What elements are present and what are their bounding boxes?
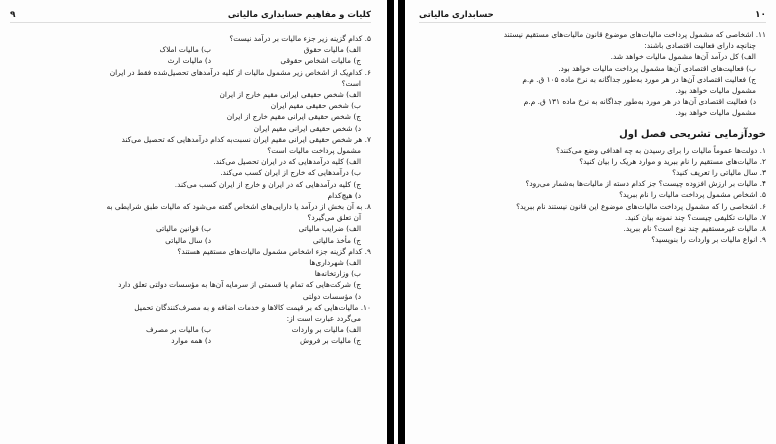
text-line: د) فعالیت اقتصادی آن‌ها در هر مورد به‌طور جداگانه به نرخ ماده ۱۳۱ ق. م.م [523,97,756,107]
right-page-questions [419,29,766,119]
option-text: ب) قوانین مالیاتی [155,224,211,234]
option-text: الف) ضرایب مالیاتی [298,224,361,234]
option-text: الف) مالیات بر واردات [291,325,361,335]
option-text: ج) مأخذ مالیاتی [312,235,361,245]
question-line: ۱۱. اشخاصی که مشمول پرداخت مالیات‌های موضوع قانون مالیات‌های مستقیم نیستند [503,30,766,39]
option-row [10,55,371,66]
question-line: ۵. اشخاص مشمول پرداخت مالیات را نام ببرید؟ [619,190,766,200]
question-line: ۵. کدام گزینه زیر جزء مالیات بر درآمد نیست؟ [229,34,371,43]
text-line: الف) کلیه درآمدهایی که در ایران تحصیل می‌کند. [213,157,361,167]
question-line: ۳. سال مالیاتی را تعریف کنید؟ [672,168,766,178]
book-spine [385,0,407,444]
question-line: ۶. کدام‌یک از اشخاص زیر مشمول مالیات از کلیه درآمدهای تحصیل‌شده فقط در ایران [109,67,371,77]
option-row [10,235,371,246]
option-row [10,335,371,346]
option-text: د) مالیات ارث [167,56,211,66]
question-line: ۱۰. مالیات‌هایی که بر قیمت کالاها و خدمات اضافه و به مصرف‌کنندگان تحمیل [134,302,371,312]
option-row [10,223,371,234]
option-text: ب) مالیات املاک [159,45,211,55]
option-text: د) سال مالیاتی [165,235,211,245]
question-line: ۹. انواع مالیات بر واردات را بنویسید؟ [651,235,766,245]
self-test-list [419,145,766,246]
question-line: ۱. دولت‌ها عموماً مالیات را برای رسیدن به چه اهدافی وضع می‌کنند؟ [555,145,766,155]
question-line: ۸. مالیات غیرمستقیم چند نوع است؟ نام ببرید. [623,224,766,234]
text-line: ب) وزارتخانه‌ها [314,269,361,279]
right-page [407,0,776,444]
text-line: مشمول مالیات خواهد بود. [675,108,756,118]
text-line: ج) شرکت‌هایی که تمام یا قسمتی از سرمایه آن‌ها به مؤسسات دولتی تعلق دارد [118,280,361,290]
question-line: ۷. هر شخص حقیقی ایرانی مقیم ایران نسبت‌به کدام درآمدهایی که تحصیل می‌کند [121,134,371,144]
text-line: ج) شخص حقیقی ایرانی مقیم خارج از ایران [226,112,361,122]
spine-bar [398,0,405,444]
right-page-header [419,8,766,23]
option-text: الف) مالیات حقوق [303,45,361,55]
right-page-title: حسابداری مالیاتی [419,10,494,20]
spine-bar [387,0,394,444]
option-row [10,324,371,335]
text-line: مشمول مالیات خواهد بود. [675,86,756,96]
right-page-number: ۱۰ [755,10,766,20]
option-text: ج) مالیات بر فروش [300,336,361,346]
text-line: ب) شخص حقیقی مقیم ایران [270,101,361,111]
text-line: د) شخص حقیقی ایرانی مقیم ایران [253,123,361,133]
text-line: است؟ [341,78,361,88]
text-line: آن تعلق می‌گیرد؟ [307,213,361,223]
left-page-number: ۹ [10,10,16,20]
question-line: ۲. مالیات‌های مستقیم را نام ببرید و موارد هریک را بیان کنید؟ [579,156,766,166]
text-line: الف) شخص حقیقی ایرانی مقیم خارج از ایران [219,90,361,100]
option-text: ج) مالیات اشخاص حقوقی [280,56,361,66]
text-line: چنانچه دارای فعالیت اقتصادی باشند: [644,41,756,51]
text-line: مشمول پرداخت مالیات است؟ [267,146,361,156]
text-line: الف) کل درآمد آن‌ها مشمول مالیات خواهد شد. [610,52,756,62]
text-line: می‌گردد عبارت است از: [286,314,361,324]
text-line: ج) فعالیت اقتصادی آن‌ها در هر مورد به‌طور جداگانه به نرخ ماده ۱۰۵ ق. م.م [522,74,756,84]
left-page-header [10,8,371,23]
question-line: ۶. اشخاصی را که مشمول پرداخت مالیات‌های موضوع این قانون نیستند نام ببرید؟ [516,201,766,211]
text-line: د) مؤسسات دولتی [302,291,361,301]
text-line: ج) کلیه درآمدهایی که در ایران و خارج از ایران کسب می‌کند. [174,179,361,189]
section-title: خودآزمایی تشریحی فصل اول [619,128,766,140]
text-line: ب) فعالیت‌های اقتصادی آن‌ها مشمول پرداخت مالیات خواهد بود. [558,63,756,73]
option-text: د) همه موارد [171,336,211,346]
question-line: ۷. مالیات تکلیفی چیست؟ چند نمونه بیان کنید. [625,212,766,222]
text-line: ب) درآمدهایی که خارج از ایران کسب می‌کند. [220,168,361,178]
option-text: ب) مالیات بر مصرف [145,325,211,335]
question-line: ۹. کدام گزینه جزء اشخاص مشمول مالیات‌های مستقیم هستند؟ [177,246,371,256]
left-page-title: کلیات و مفاهیم حسابداری مالیاتی [227,10,371,20]
question-line: ۴. مالیات بر ارزش افزوده چیست؟ جز کدام دسته از مالیات‌ها به‌شمار می‌رود؟ [525,179,766,189]
left-page-body [10,33,371,347]
option-row [10,44,371,55]
question-line: ۸. به آن بخش از درآمد یا دارایی‌های اشخاص گفته می‌شود که مالیات طبق شرایطی به [106,202,371,212]
text-line: الف) شهرداری‌ها [309,258,361,268]
left-page [0,0,385,444]
text-line: د) هیچ‌کدام [327,190,361,200]
